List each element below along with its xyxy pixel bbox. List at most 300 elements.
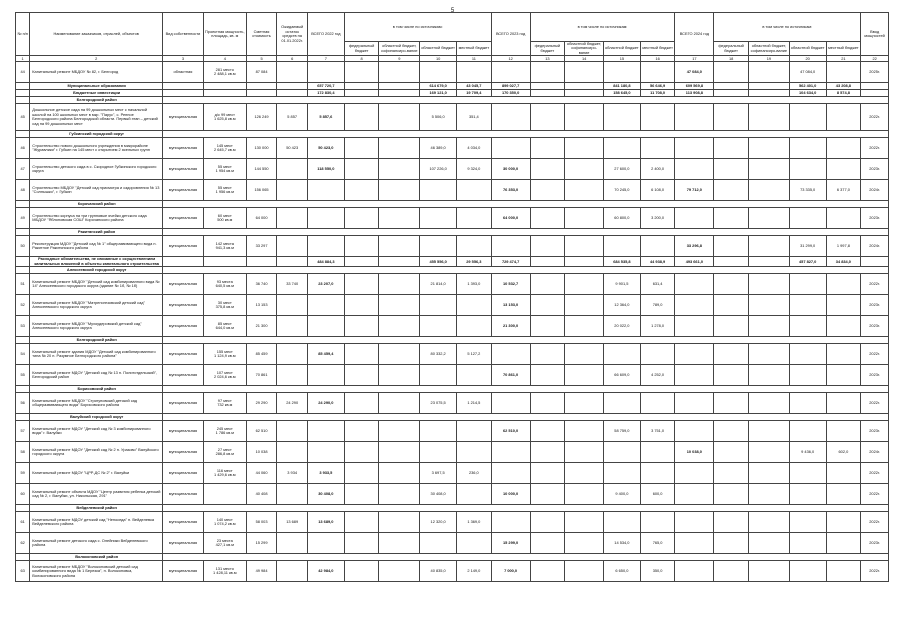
table-cell: Капитальный ремонт объекта МДОУ "Центр развития ребенка детский сад № 2, г. Валуйки, ул. Никольская, 291" <box>30 484 163 505</box>
table-cell <box>565 421 604 442</box>
table-cell: 79 712,0 <box>675 180 714 201</box>
column-number: 22 <box>861 56 889 62</box>
section-title: Корочанский район <box>30 201 163 208</box>
section-row <box>16 201 889 208</box>
table-cell <box>420 180 457 201</box>
table-cell <box>565 104 604 131</box>
table-cell: 4 252,0 <box>640 365 675 386</box>
table-cell: 245 мест 1 786 кв.м <box>203 421 246 442</box>
table-cell: 729 474,7 <box>491 257 530 267</box>
table-row <box>16 316 889 337</box>
section-num-cell <box>16 97 30 104</box>
table-cell: 1 369,0 <box>457 512 492 533</box>
header-loc-2022: местный бюджет <box>457 42 492 56</box>
table-cell: 600,0 <box>640 484 675 505</box>
section-row <box>16 414 889 421</box>
table-cell <box>530 393 565 414</box>
table-cell: 2025г. <box>861 62 889 83</box>
table-cell: 142 места 941,3 кв.м <box>203 236 246 257</box>
section-row <box>16 505 889 512</box>
table-cell <box>530 463 565 484</box>
section-num-cell <box>16 201 30 208</box>
table-cell: 19 709,4 <box>457 90 492 97</box>
table-cell <box>714 83 749 90</box>
table-cell <box>491 138 530 159</box>
table-cell <box>491 463 530 484</box>
table-cell <box>457 421 492 442</box>
table-cell: 126 249 <box>246 104 277 131</box>
table-cell <box>344 421 379 442</box>
table-cell <box>379 533 420 554</box>
table-cell <box>277 159 308 180</box>
table-cell <box>530 561 565 582</box>
section-fill <box>163 337 889 344</box>
table-cell: 5 127,2 <box>457 344 492 365</box>
table-cell <box>604 442 641 463</box>
table-cell <box>748 442 789 463</box>
table-cell: 85 мест 644,0 кв.м <box>203 316 246 337</box>
table-cell <box>307 208 344 229</box>
section-num-cell <box>16 267 30 274</box>
table-cell <box>826 393 861 414</box>
table-cell: 93 места 640,5 кв.м <box>203 274 246 295</box>
table-row <box>16 274 889 295</box>
table-cell: 15 299 <box>246 533 277 554</box>
table-cell <box>457 316 492 337</box>
column-number: 2 <box>30 56 163 62</box>
table-cell: 899 027,7 <box>491 83 530 90</box>
table-cell: 9 400,0 <box>604 484 641 505</box>
table-cell <box>344 236 379 257</box>
table-row <box>16 561 889 582</box>
table-cell <box>640 236 675 257</box>
table-cell <box>530 274 565 295</box>
table-cell: 43 208,8 <box>826 83 861 90</box>
table-cell <box>344 533 379 554</box>
header-reg-2023: областной бюджет <box>604 42 641 56</box>
table-cell: 13 689 <box>277 512 308 533</box>
table-cell: 10 000,0 <box>491 484 530 505</box>
table-cell: 3 697,5 <box>420 463 457 484</box>
table-cell <box>379 295 420 316</box>
header-fed-2024: федеральный бюджет <box>714 42 749 56</box>
table-cell <box>789 512 826 533</box>
table-row <box>16 533 889 554</box>
table-cell <box>826 208 861 229</box>
table-cell <box>379 274 420 295</box>
table-cell <box>789 463 826 484</box>
header-owner: Вид собственности <box>163 13 204 56</box>
table-cell <box>565 316 604 337</box>
table-cell: 107 226,0 <box>420 159 457 180</box>
column-number: 7 <box>307 56 344 62</box>
table-cell <box>344 442 379 463</box>
table-cell <box>565 533 604 554</box>
table-cell <box>457 62 492 83</box>
table-cell <box>491 344 530 365</box>
table-cell: 20 022,0 <box>604 316 641 337</box>
table-cell: Капитальный ремонт МБДОУ "Матреногезовский детский сад" Алексеевского городского округа <box>30 295 163 316</box>
table-cell <box>789 274 826 295</box>
table-cell <box>530 484 565 505</box>
table-cell <box>748 257 789 267</box>
table-cell: Капитальный ремонт МДОУ "Детский сад № 13 п. Политотдельский", Белгородский район <box>30 365 163 386</box>
table-cell: д/с 99 мест 1 625,8 кв.м <box>203 104 246 131</box>
table-cell: муниципальная <box>163 274 204 295</box>
header-total-2023: ВСЕГО 2023 год <box>491 13 530 56</box>
table-row <box>16 138 889 159</box>
table-cell: 14 534,0 <box>604 533 641 554</box>
column-number: 13 <box>530 56 565 62</box>
table-cell: 2022г. <box>861 512 889 533</box>
table-cell: Дошкольное детское сада на 99 дошкольных мест с начальной школой на 100 школьных мест в мкр. "Парус", с. Репное Белгородского района Белгородской области. Первый этап – детский сад на 99 дошкольных мест <box>30 104 163 131</box>
header-total-2022: ВСЕГО 2022 год <box>307 13 344 56</box>
table-cell: 765,0 <box>640 533 675 554</box>
table-cell <box>826 62 861 83</box>
table-cell <box>379 180 420 201</box>
table-cell: 85 459,4 <box>307 344 344 365</box>
table-cell: 12 320,0 <box>420 512 457 533</box>
table-cell <box>530 344 565 365</box>
section-title: Валуйский городской округ <box>30 414 163 421</box>
header-fed-2022: федеральный бюджет <box>344 42 379 56</box>
table-cell <box>344 484 379 505</box>
table-cell: 49 984 <box>246 561 277 582</box>
table-row <box>16 62 889 83</box>
table-cell: 85 459 <box>246 344 277 365</box>
table-cell: 47 <box>16 159 30 180</box>
table-cell <box>379 208 420 229</box>
table-cell <box>203 83 246 90</box>
section-row <box>16 131 889 138</box>
table-cell <box>604 62 641 83</box>
table-cell <box>640 138 675 159</box>
table-cell <box>457 442 492 463</box>
table-cell: 48 <box>16 180 30 201</box>
table-cell <box>714 484 749 505</box>
table-cell <box>277 295 308 316</box>
table-cell <box>748 138 789 159</box>
table-cell <box>344 138 379 159</box>
table-cell: 42 984,0 <box>307 561 344 582</box>
table-cell: 10 038 <box>246 442 277 463</box>
table-cell <box>344 104 379 131</box>
table-cell: 2023г. <box>861 295 889 316</box>
table-cell: 61 <box>16 512 30 533</box>
table-cell <box>530 295 565 316</box>
table-cell <box>748 62 789 83</box>
table-cell <box>379 138 420 159</box>
table-cell <box>307 316 344 337</box>
table-cell: 44 060 <box>246 463 277 484</box>
table-cell <box>379 421 420 442</box>
table-cell: 13 153,0 <box>491 295 530 316</box>
table-cell <box>530 512 565 533</box>
table-cell <box>530 138 565 159</box>
table-cell <box>565 365 604 386</box>
table-cell <box>530 365 565 386</box>
column-number: 21 <box>826 56 861 62</box>
table-cell <box>826 365 861 386</box>
table-cell <box>748 533 789 554</box>
table-cell <box>565 463 604 484</box>
table-cell: 34 834,0 <box>826 257 861 267</box>
section-num-cell <box>16 414 30 421</box>
table-cell <box>344 561 379 582</box>
table-row <box>16 159 889 180</box>
header-regcofin-2023: областной бюджет, софинансиро-вание <box>565 42 604 56</box>
table-cell <box>748 344 789 365</box>
table-cell: Капитальный ремонт МБДОУ "Детский сад комбинированного вида № 14" Алексеевского городского округа (здание № 1б, № 1б) <box>30 274 163 295</box>
table-cell <box>748 316 789 337</box>
table-cell: 657 720,7 <box>307 83 344 90</box>
header-cost: Сметная стоимость <box>246 13 277 56</box>
table-cell <box>420 295 457 316</box>
table-cell <box>748 393 789 414</box>
table-cell: муниципальная <box>163 533 204 554</box>
section-num-cell <box>16 554 30 561</box>
table-cell: 66 609,0 <box>604 365 641 386</box>
table-cell: 5 857 <box>277 104 308 131</box>
table-cell: 2024г. <box>861 442 889 463</box>
table-cell <box>344 90 379 97</box>
table-cell <box>565 442 604 463</box>
table-cell <box>604 138 641 159</box>
table-cell: Строительство МБДОУ "Детский сад присмотра и оздоровления № 13 "Солнышко", г. Губкин <box>30 180 163 201</box>
table-cell <box>565 208 604 229</box>
table-cell <box>530 159 565 180</box>
table-cell: 118 550,0 <box>307 159 344 180</box>
table-cell: областная <box>163 62 204 83</box>
table-cell <box>789 295 826 316</box>
table-cell: 64 000,0 <box>491 208 530 229</box>
table-cell: 841 180,8 <box>604 83 641 90</box>
table-cell <box>748 421 789 442</box>
table-cell <box>604 104 641 131</box>
table-cell: 62 <box>16 533 30 554</box>
table-cell <box>307 236 344 257</box>
table-cell <box>530 236 565 257</box>
table-cell <box>640 463 675 484</box>
table-cell: 56 646,9 <box>640 83 675 90</box>
table-cell <box>748 365 789 386</box>
column-number: 20 <box>789 56 826 62</box>
header-loc-2024: местный бюджет <box>826 42 861 56</box>
table-cell <box>748 83 789 90</box>
table-cell <box>379 463 420 484</box>
header-capacity: Проектная мощность, площадь, кв. м <box>203 13 246 56</box>
table-cell <box>714 62 749 83</box>
table-cell: 60 800,0 <box>604 208 641 229</box>
table-cell: муниципальная <box>163 208 204 229</box>
table-cell <box>379 236 420 257</box>
table-cell <box>379 83 420 90</box>
table-row <box>16 344 889 365</box>
table-row <box>16 393 889 414</box>
table-cell <box>714 316 749 337</box>
table-body <box>16 62 889 582</box>
table-cell <box>826 138 861 159</box>
table-cell <box>344 257 379 267</box>
table-cell: Капитальный ремонт МДОУ детский сад "Непоседа" п. Вейделевка Вейделевского района <box>30 512 163 533</box>
table-cell <box>277 365 308 386</box>
table-cell <box>163 257 204 267</box>
table-cell <box>420 62 457 83</box>
table-cell <box>307 533 344 554</box>
table-cell: 21 814,0 <box>420 274 457 295</box>
table-cell: Капитальный ремонт МБДОУ № 82, г. Белгород <box>30 62 163 83</box>
table-cell: 140 мест 1 074,2 кв.м <box>203 512 246 533</box>
table-row <box>16 295 889 316</box>
table-cell: 9 324,0 <box>457 159 492 180</box>
table-cell: 2024г. <box>861 236 889 257</box>
table-cell <box>565 393 604 414</box>
table-cell: Капитальный ремонт МДОУ "Детский сад № 3 комбинированного вида" г. Валуйки <box>30 421 163 442</box>
table-cell <box>307 365 344 386</box>
table-cell <box>565 90 604 97</box>
table-cell <box>675 104 714 131</box>
table-cell <box>748 561 789 582</box>
table-cell: 2023г. <box>861 421 889 442</box>
table-cell: муниципальная <box>163 421 204 442</box>
table-cell <box>491 104 530 131</box>
section-title: Вейделевский район <box>30 505 163 512</box>
column-number: 6 <box>277 56 308 62</box>
table-cell <box>16 83 30 90</box>
table-cell <box>565 180 604 201</box>
table-cell: Строительство корпуса на три групповые ячейки детского сада МБДОУ "Яблоновская СОШ" Корочанского района <box>30 208 163 229</box>
table-cell: 281 место 2 488,1 кв.м <box>203 62 246 83</box>
table-cell: 53 <box>16 316 30 337</box>
section-title: Белгородский район <box>30 337 163 344</box>
table-cell: 2023г. <box>861 208 889 229</box>
table-cell: 10 532,7 <box>491 274 530 295</box>
table-cell: 73 335,0 <box>789 180 826 201</box>
table-cell: 6 377,0 <box>826 180 861 201</box>
table-cell <box>714 104 749 131</box>
table-cell: 130 000 <box>246 138 277 159</box>
summary-row <box>16 257 889 267</box>
table-cell <box>714 561 749 582</box>
table-cell <box>457 180 492 201</box>
header-num: № п/п <box>16 13 30 56</box>
table-cell: 2 149,0 <box>457 561 492 582</box>
column-number: 18 <box>714 56 749 62</box>
table-cell <box>748 512 789 533</box>
table-row <box>16 208 889 229</box>
section-num-cell <box>16 131 30 138</box>
table-cell: 2022г. <box>861 344 889 365</box>
table-cell <box>420 316 457 337</box>
table-cell <box>379 316 420 337</box>
table-cell <box>714 344 749 365</box>
table-cell: 46 <box>16 138 30 159</box>
table-cell: 31 299,0 <box>789 236 826 257</box>
table-cell <box>379 512 420 533</box>
table-cell: 55 <box>16 365 30 386</box>
table-cell <box>714 274 749 295</box>
table-cell: 44 <box>16 62 30 83</box>
table-cell: 47 084,0 <box>789 62 826 83</box>
table-cell: 113 908,8 <box>675 90 714 97</box>
table-cell <box>675 316 714 337</box>
column-number: 8 <box>344 56 379 62</box>
table-cell <box>826 316 861 337</box>
section-row <box>16 229 889 236</box>
table-cell: 2023г. <box>861 365 889 386</box>
table-cell <box>640 393 675 414</box>
table-cell <box>826 512 861 533</box>
table-cell: 11 708,0 <box>640 90 675 97</box>
table-cell: 12 364,0 <box>604 295 641 316</box>
table-cell <box>675 138 714 159</box>
column-number: 12 <box>491 56 530 62</box>
table-cell <box>748 90 789 97</box>
table-cell <box>344 159 379 180</box>
column-number: 5 <box>246 56 277 62</box>
table-cell: 50 423 <box>277 138 308 159</box>
table-cell <box>826 463 861 484</box>
table-cell: 40 408 <box>246 484 277 505</box>
header-regcofin-2022: областной бюджет, софинансиро-вание <box>379 42 420 56</box>
column-number: 9 <box>379 56 420 62</box>
table-cell <box>530 533 565 554</box>
table-cell <box>307 180 344 201</box>
table-cell <box>277 442 308 463</box>
table-cell <box>246 83 277 90</box>
table-cell: 1 278,0 <box>640 316 675 337</box>
table-row <box>16 365 889 386</box>
page-number: 5 <box>450 8 455 14</box>
table-cell: 2023г. <box>861 316 889 337</box>
table-cell <box>530 180 565 201</box>
table-cell <box>565 62 604 83</box>
table-cell <box>530 62 565 83</box>
table-cell <box>420 208 457 229</box>
table-cell <box>344 295 379 316</box>
table-cell: 7 000,0 <box>491 561 530 582</box>
table-cell: 2 400,0 <box>640 159 675 180</box>
table-cell: муниципальная <box>163 442 204 463</box>
table-cell <box>307 295 344 316</box>
section-num-cell <box>16 337 30 344</box>
table-row <box>16 180 889 201</box>
table-cell <box>344 463 379 484</box>
table-cell <box>565 484 604 505</box>
table-cell <box>457 295 492 316</box>
table-cell: 24 290 <box>277 393 308 414</box>
summary-row <box>16 83 889 90</box>
table-cell: Капитальный ремонт МБДОУ "Волоконовский детский сад комбинированного вида № 1 Березка", п. Волоконовка, Волоконовского района <box>30 561 163 582</box>
table-cell <box>675 463 714 484</box>
table-cell: 156 065 <box>246 180 277 201</box>
table-cell: 10 038,0 <box>675 442 714 463</box>
table-cell: 52 <box>16 295 30 316</box>
table-cell <box>675 159 714 180</box>
table-cell: 2022г. <box>861 484 889 505</box>
section-fill <box>163 131 889 138</box>
table-cell: 60 <box>16 484 30 505</box>
section-fill <box>163 201 889 208</box>
table-cell: 562 401,0 <box>789 83 826 90</box>
table-cell <box>565 83 604 90</box>
table-cell: 631,4 <box>640 274 675 295</box>
table-cell <box>861 90 889 97</box>
table-cell: 70 245,0 <box>604 180 641 201</box>
table-cell <box>277 208 308 229</box>
column-number: 17 <box>675 56 714 62</box>
table-cell <box>379 257 420 267</box>
